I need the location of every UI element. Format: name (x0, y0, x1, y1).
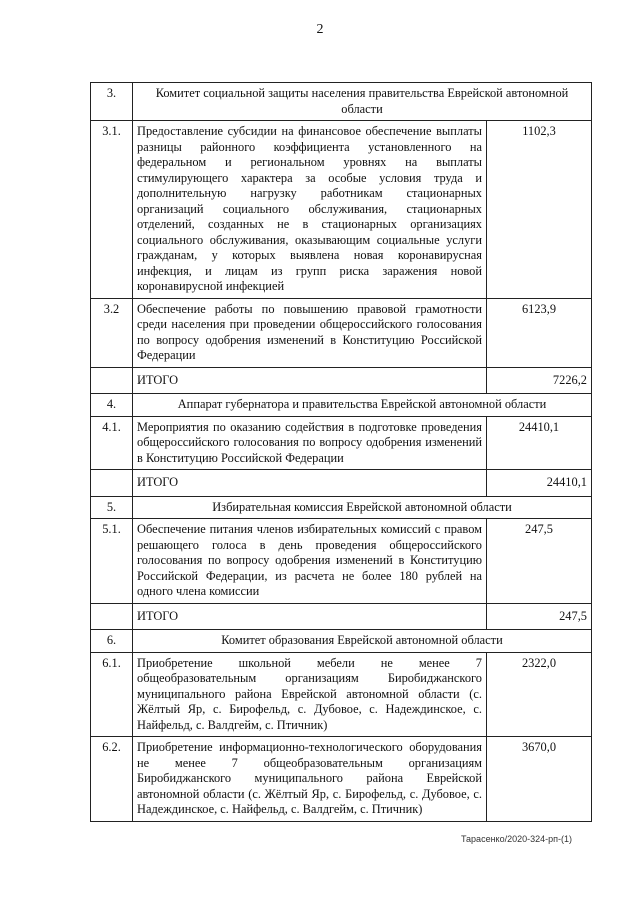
section-title: Комитет социальной защиты населения правительства Еврейской автономной области (133, 83, 592, 121)
section-number: 3. (91, 83, 133, 121)
total-value: 7226,2 (487, 367, 592, 394)
table-row (91, 737, 592, 822)
section-title: Аппарат губернатора и правительства Еврейской автономной области (133, 394, 592, 417)
table-row (91, 121, 592, 299)
table-row (91, 416, 592, 470)
row-number: 4.1. (91, 416, 133, 470)
row-description: Предоставление субсидии на финансовое обеспечение выплаты разницы районного коэффициента установленного на федеральном и региональном уровнях на выплаты стимулирующего характера за особые условия труда и дополнительную нагрузку работникам стационарных организаций социального обслуживания, стационарных отделений, созданных не в стационарных организациях социального обслуживания, оказывающим социальные услуги гражданам, у которых выявлена новая коронавирусная инфекция, и лицам из групп риска заражения новой коронавирусной инфекцией (133, 121, 487, 299)
section-header-row (91, 630, 592, 653)
table-row (91, 519, 592, 604)
empty-cell (91, 367, 133, 394)
table-row (91, 652, 592, 737)
row-number: 6.1. (91, 652, 133, 737)
budget-table (90, 82, 592, 822)
row-value: 247,5 (487, 519, 592, 604)
row-number: 3.2 (91, 298, 133, 367)
section-header-row (91, 83, 592, 121)
empty-cell (91, 470, 133, 497)
row-value: 2322,0 (487, 652, 592, 737)
section-number: 6. (91, 630, 133, 653)
page-number: 2 (316, 22, 324, 37)
row-description: Мероприятия по оказанию содействия в подготовке проведения общероссийского голосования по вопросу одобрения изменений в Конституцию Российской Федерации (133, 416, 487, 470)
row-description: Обеспечение питания членов избирательных комиссий с правом решающего голоса в день проведения общероссийского голосования по вопросу одобрения изменений в Конституцию Российской Федерации, из расчета не более 180 рублей на одного члена комиссии (133, 519, 487, 604)
total-row (91, 603, 592, 630)
row-value: 6123,9 (487, 298, 592, 367)
section-header-row (91, 394, 592, 417)
table-row (91, 298, 592, 367)
row-number: 5.1. (91, 519, 133, 604)
row-description: Обеспечение работы по повышению правовой грамотности среди населения при проведении общероссийского голосования по вопросу одобрения изменений в Конституцию Российской Федерации (133, 298, 487, 367)
total-value: 247,5 (487, 603, 592, 630)
row-value: 24410,1 (487, 416, 592, 470)
row-number: 6.2. (91, 737, 133, 822)
section-header-row (91, 496, 592, 519)
row-value: 1102,3 (487, 121, 592, 299)
row-number: 3.1. (91, 121, 133, 299)
total-label: ИТОГО (133, 470, 487, 497)
total-label: ИТОГО (133, 603, 487, 630)
row-description: Приобретение информационно-технологического оборудования не менее 7 общеобразовательным организациям Биробиджанского муниципального района Еврейской автономной области (с. Жёлтый Яр, с. Бирофельд, с. Дубовое, с. Надеждинское, с. Найфельд, с. Валдгейм, с. Птичник) (133, 737, 487, 822)
footer-note: Тарасенко/2020-324-рп-(1) (460, 834, 572, 844)
section-title: Избирательная комиссия Еврейской автономной области (133, 496, 592, 519)
section-number: 4. (91, 394, 133, 417)
empty-cell (91, 603, 133, 630)
section-number: 5. (91, 496, 133, 519)
total-value: 24410,1 (487, 470, 592, 497)
row-value: 3670,0 (487, 737, 592, 822)
total-row (91, 470, 592, 497)
total-label: ИТОГО (133, 367, 487, 394)
row-description: Приобретение школьной мебели не менее 7 общеобразовательным организациям Биробиджанского муниципального района Еврейской автономной области (с. Жёлтый Яр, с. Бирофельд, с. Дубовое, с. Надеждинское, с. Найфельд, с. Валдгейм, с. Птичник) (133, 652, 487, 737)
section-title: Комитет образования Еврейской автономной области (133, 630, 592, 653)
total-row (91, 367, 592, 394)
